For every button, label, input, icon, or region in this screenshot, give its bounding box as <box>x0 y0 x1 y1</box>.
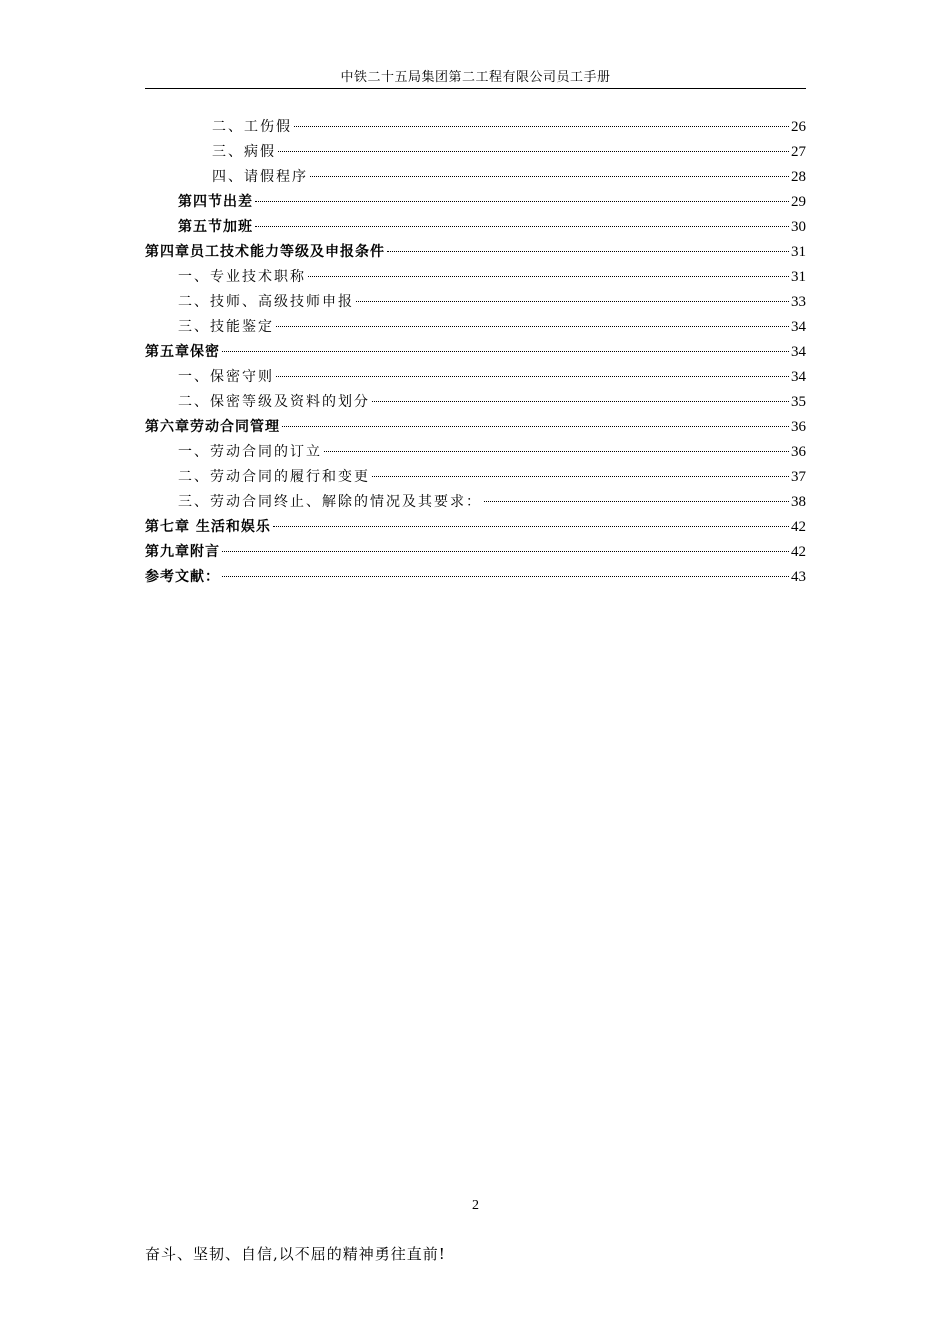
header-divider <box>145 88 806 89</box>
toc-entry[interactable] <box>145 265 806 290</box>
toc-dot-leader <box>294 126 789 127</box>
toc-dot-leader <box>372 476 789 477</box>
toc-entry[interactable] <box>145 365 806 390</box>
toc-entry[interactable] <box>145 465 806 490</box>
page-header-title: 中铁二十五局集团第二工程有限公司员工手册 <box>340 70 611 85</box>
toc-entry[interactable] <box>145 565 806 590</box>
toc-dot-leader <box>282 426 789 427</box>
toc-entry-label: 第五章保密 <box>145 344 220 360</box>
toc-dot-leader <box>273 526 789 527</box>
footer-slogan: 奋斗、坚韧、自信,以不屈的精神勇往直前! <box>145 1245 446 1263</box>
toc-entry-page-number: 34 <box>791 319 806 335</box>
toc-dot-leader <box>276 376 789 377</box>
toc-entry[interactable] <box>145 315 806 340</box>
toc-entry-page-number: 31 <box>791 269 806 285</box>
toc-entry[interactable] <box>145 165 806 190</box>
toc-entry-page-number: 34 <box>791 344 806 360</box>
toc-dot-leader <box>484 501 789 502</box>
toc-entry-label: 三、病假 <box>212 144 276 160</box>
toc-entry-page-number: 37 <box>791 469 806 485</box>
toc-dot-leader <box>372 401 789 402</box>
toc-entry-label: 二、技师、高级技师申报 <box>178 294 354 310</box>
toc-entry-label: 第四章员工技术能力等级及申报条件 <box>145 244 385 260</box>
toc-entry-page-number: 42 <box>791 519 806 535</box>
toc-entry-label: 第九章附言 <box>145 544 220 560</box>
toc-entry[interactable] <box>145 390 806 415</box>
toc-dot-leader <box>255 226 789 227</box>
toc-entry[interactable] <box>145 340 806 365</box>
toc-entry-label: 二、劳动合同的履行和变更 <box>178 469 370 485</box>
toc-entry-page-number: 43 <box>791 569 806 585</box>
toc-entry-label: 四、请假程序 <box>212 169 308 185</box>
toc-entry[interactable] <box>145 490 806 515</box>
toc-entry-page-number: 33 <box>791 294 806 310</box>
table-of-contents <box>145 115 806 590</box>
toc-entry-label: 三、劳动合同终止、解除的情况及其要求： <box>178 494 482 510</box>
toc-entry[interactable] <box>145 240 806 265</box>
toc-entry-page-number: 34 <box>791 369 806 385</box>
toc-dot-leader <box>222 576 789 577</box>
toc-entry-page-number: 35 <box>791 394 806 410</box>
toc-entry[interactable] <box>145 515 806 540</box>
toc-entry-label: 第六章劳动合同管理 <box>145 419 280 435</box>
toc-entry-label: 第七章 生活和娱乐 <box>145 519 271 535</box>
toc-entry-page-number: 42 <box>791 544 806 560</box>
toc-dot-leader <box>308 276 789 277</box>
toc-entry[interactable] <box>145 415 806 440</box>
toc-entry[interactable] <box>145 190 806 215</box>
toc-dot-leader <box>310 176 789 177</box>
toc-entry-label: 一、劳动合同的订立 <box>178 444 322 460</box>
toc-entry-label: 一、保密守则 <box>178 369 274 385</box>
toc-entry[interactable] <box>145 290 806 315</box>
toc-entry-label: 第五节加班 <box>178 219 253 235</box>
toc-entry-page-number: 28 <box>791 169 806 185</box>
toc-dot-leader <box>222 351 789 352</box>
toc-entry[interactable] <box>145 215 806 240</box>
toc-entry-label: 二、保密等级及资料的划分 <box>178 394 370 410</box>
toc-entry-label: 第四节出差 <box>178 194 253 210</box>
toc-entry-page-number: 31 <box>791 244 806 260</box>
toc-dot-leader <box>324 451 789 452</box>
toc-entry-page-number: 27 <box>791 144 806 160</box>
toc-entry-page-number: 38 <box>791 494 806 510</box>
toc-entry[interactable] <box>145 440 806 465</box>
toc-entry[interactable] <box>145 115 806 140</box>
toc-entry-page-number: 26 <box>791 119 806 135</box>
toc-entry-label: 三、技能鉴定 <box>178 319 274 335</box>
toc-entry-page-number: 29 <box>791 194 806 210</box>
toc-entry[interactable] <box>145 540 806 565</box>
toc-dot-leader <box>356 301 789 302</box>
toc-dot-leader <box>278 151 789 152</box>
toc-entry-page-number: 30 <box>791 219 806 235</box>
page-number: 2 <box>472 1198 479 1213</box>
toc-entry[interactable] <box>145 140 806 165</box>
toc-entry-label: 参考文献： <box>145 569 220 585</box>
toc-dot-leader <box>222 551 789 552</box>
toc-dot-leader <box>255 201 789 202</box>
toc-dot-leader <box>276 326 789 327</box>
toc-entry-page-number: 36 <box>791 444 806 460</box>
toc-entry-label: 二、工伤假 <box>212 119 292 135</box>
toc-entry-page-number: 36 <box>791 419 806 435</box>
toc-entry-label: 一、专业技术职称 <box>178 269 306 285</box>
toc-dot-leader <box>387 251 789 252</box>
